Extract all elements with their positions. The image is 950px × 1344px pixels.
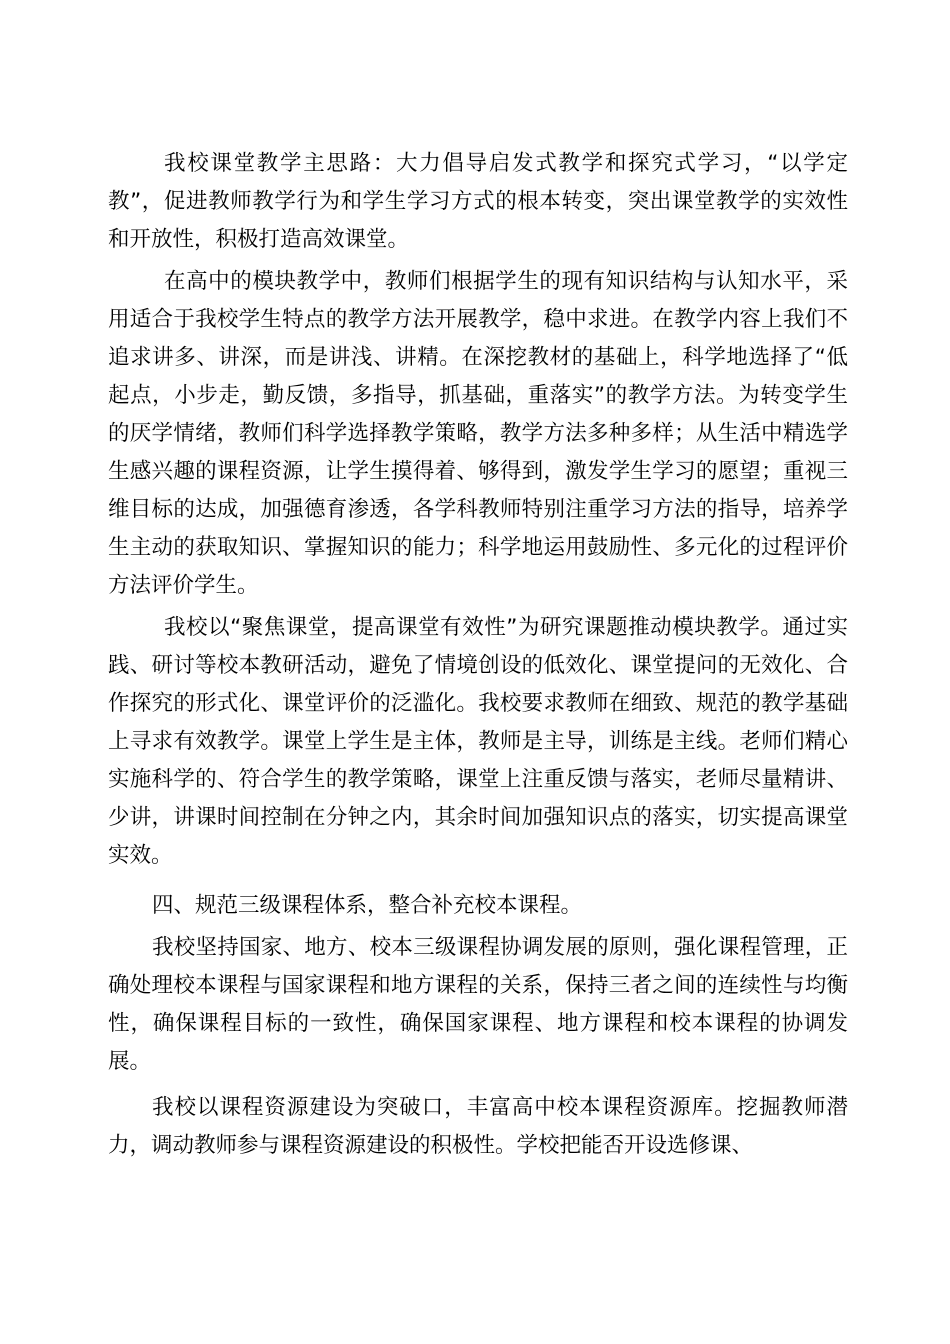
paragraph-curriculum-resources: 我校以课程资源建设为突破口，丰富高中校本课程资源库。挖掘教师潜力，调动教师参与课程资源建设的积极性。学校把能否开设选修课、 bbox=[108, 1095, 848, 1158]
paragraph-teaching-approach: 我校课堂教学主思路：大力倡导启发式教学和探究式学习，“以学定教”，促进教师教学行为和学生学习方式的根本转变，突出课堂教学的实效性和开放性，积极打造高效课堂。 bbox=[108, 151, 848, 252]
section-heading-four: 四、规范三级课程体系，整合补充校本课程。 bbox=[152, 893, 583, 918]
paragraph-module-teaching: 在高中的模块教学中，教师们根据学生的现有知识结构与认知水平，采用适合于我校学生特点的教学方法开展教学，稳中求进。在教学内容上我们不追求讲多、讲深，而是讲浅、讲精。在深挖教材的基础上，科学地选择了“低起点，小步走，勤反馈，多指导，抓基础，重落实”的教学方法。为转变学生的厌学情绪，教师们科学选择教学策略，教学方法多种多样；从生活中精选学生感兴趣的课程资源，让学生摸得着、够得到，激发学生学习的愿望；重视三维目标的达成，加强德育渗透，各学科教师特别注重学习方法的指导，培养学生主动的获取知识、掌握知识的能力；科学地运用鼓励性、多元化的过程评价方法评价学生。 bbox=[108, 269, 848, 598]
paragraph-research-topic: 我校以“聚焦课堂，提高课堂有效性”为研究课题推动模块教学。通过实践、研讨等校本教研活动，避免了情境创设的低效化、课堂提问的无效化、合作探究的形式化、课堂评价的泛滥化。我校要求教师在细致、规范的教学基础上寻求有效教学。课堂上学生是主体，教师是主导，训练是主线。老师们精心实施科学的、符合学生的教学策略，课堂上注重反馈与落实，老师尽量精讲、少讲，讲课时间控制在分钟之内，其余时间加强知识点的落实，切实提高课堂实效。 bbox=[108, 615, 848, 868]
document-page bbox=[108, 145, 848, 1165]
paragraph-three-level-curriculum: 我校坚持国家、地方、校本三级课程协调发展的原则，强化课程管理，正确处理校本课程与国家课程和地方课程的关系，保持三者之间的连续性与均衡性，确保课程目标的一致性，确保国家课程、地方课程和校本课程的协调发展。 bbox=[108, 935, 848, 1074]
